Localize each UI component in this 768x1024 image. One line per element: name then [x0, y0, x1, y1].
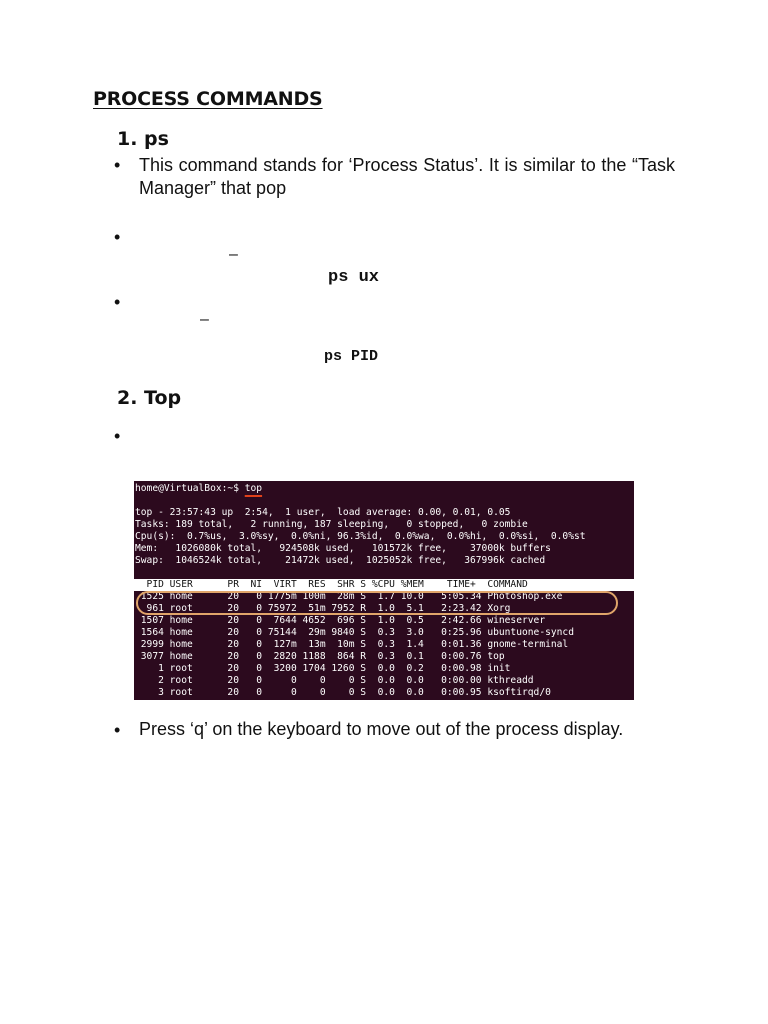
code-ps-ux: ps ux — [328, 268, 380, 287]
bullet-marker: • — [114, 720, 121, 740]
section-title-top: 2. Top — [117, 387, 182, 409]
bullet-marker: • — [114, 155, 121, 175]
section-title-ps: 1. ps — [117, 128, 169, 150]
column-headers: PID USER PR NI VIRT RES SHR S %CPU %MEM TIME+ COMMAND — [135, 579, 528, 590]
highlight-annotation — [136, 591, 618, 615]
process-row: 2 root 20 0 0 0 0 S 0.0 0.0 0:00.00 kthreadd — [135, 675, 534, 686]
process-row: 961 root 20 0 75972 51m 7952 R 1.0 5.1 2:23.42 Xorg — [135, 603, 511, 614]
bullet-marker: • — [114, 227, 121, 247]
process-row: 2999 home 20 0 127m 13m 10m S 0.3 1.4 0:01.36 gnome-terminal — [135, 639, 569, 650]
terminal-prompt: home@VirtualBox:~$ — [135, 483, 245, 494]
process-row: 3 root 20 0 0 0 0 S 0.0 0.0 0:00.95 ksoftirqd/0 — [135, 687, 551, 698]
summary-line: top - 23:57:43 up 2:54, 1 user, load average: 0.00, 0.01, 0.05 — [135, 507, 511, 518]
process-row: 1525 home 20 0 1775m 100m 28m S 1.7 10.0 5:05.34 Photoshop.exe — [135, 591, 563, 602]
process-row: 1507 home 20 0 7644 4652 696 S 1.0 0.5 2:42.66 wineserver — [135, 615, 546, 626]
bullet-marker: • — [114, 292, 121, 312]
terminal-command: top — [244, 483, 263, 494]
code-ps-pid: ps PID — [324, 348, 379, 365]
dash-mark: – — [200, 311, 209, 328]
process-row: 1564 home 20 0 75144 29m 9840 S 0.3 3.0 0:25.96 ubuntuone-syncd — [135, 627, 574, 638]
terminal-prompt-line — [135, 483, 262, 495]
summary-line: Cpu(s): 0.7%us, 3.0%sy, 0.0%ni, 96.3%id, 0.0%wa, 0.0%hi, 0.0%si, 0.0%st — [135, 531, 586, 542]
process-row: 3077 home 20 0 2820 1188 864 R 0.3 0.1 0:00.76 top — [135, 651, 505, 662]
ps-description: This command stands for ‘Process Status’. It is similar to the “Task Manager” that pop — [139, 155, 675, 198]
page-title: PROCESS COMMANDS — [93, 88, 323, 110]
process-row: 1 root 20 0 3200 1704 1260 S 0.0 0.2 0:00.98 init — [135, 663, 511, 674]
summary-line: Swap: 1046524k total, 21472k used, 1025052k free, 367996k cached — [135, 555, 546, 566]
bullet-marker: • — [114, 426, 121, 446]
summary-line: Mem: 1026080k total, 924508k used, 101572k free, 37000k buffers — [135, 543, 551, 554]
quit-instruction: Press ‘q’ on the keyboard to move out of the process display. — [139, 719, 624, 739]
summary-line: Tasks: 189 total, 2 running, 187 sleeping, 0 stopped, 0 zombie — [135, 519, 528, 530]
dash-mark: – — [229, 246, 238, 263]
